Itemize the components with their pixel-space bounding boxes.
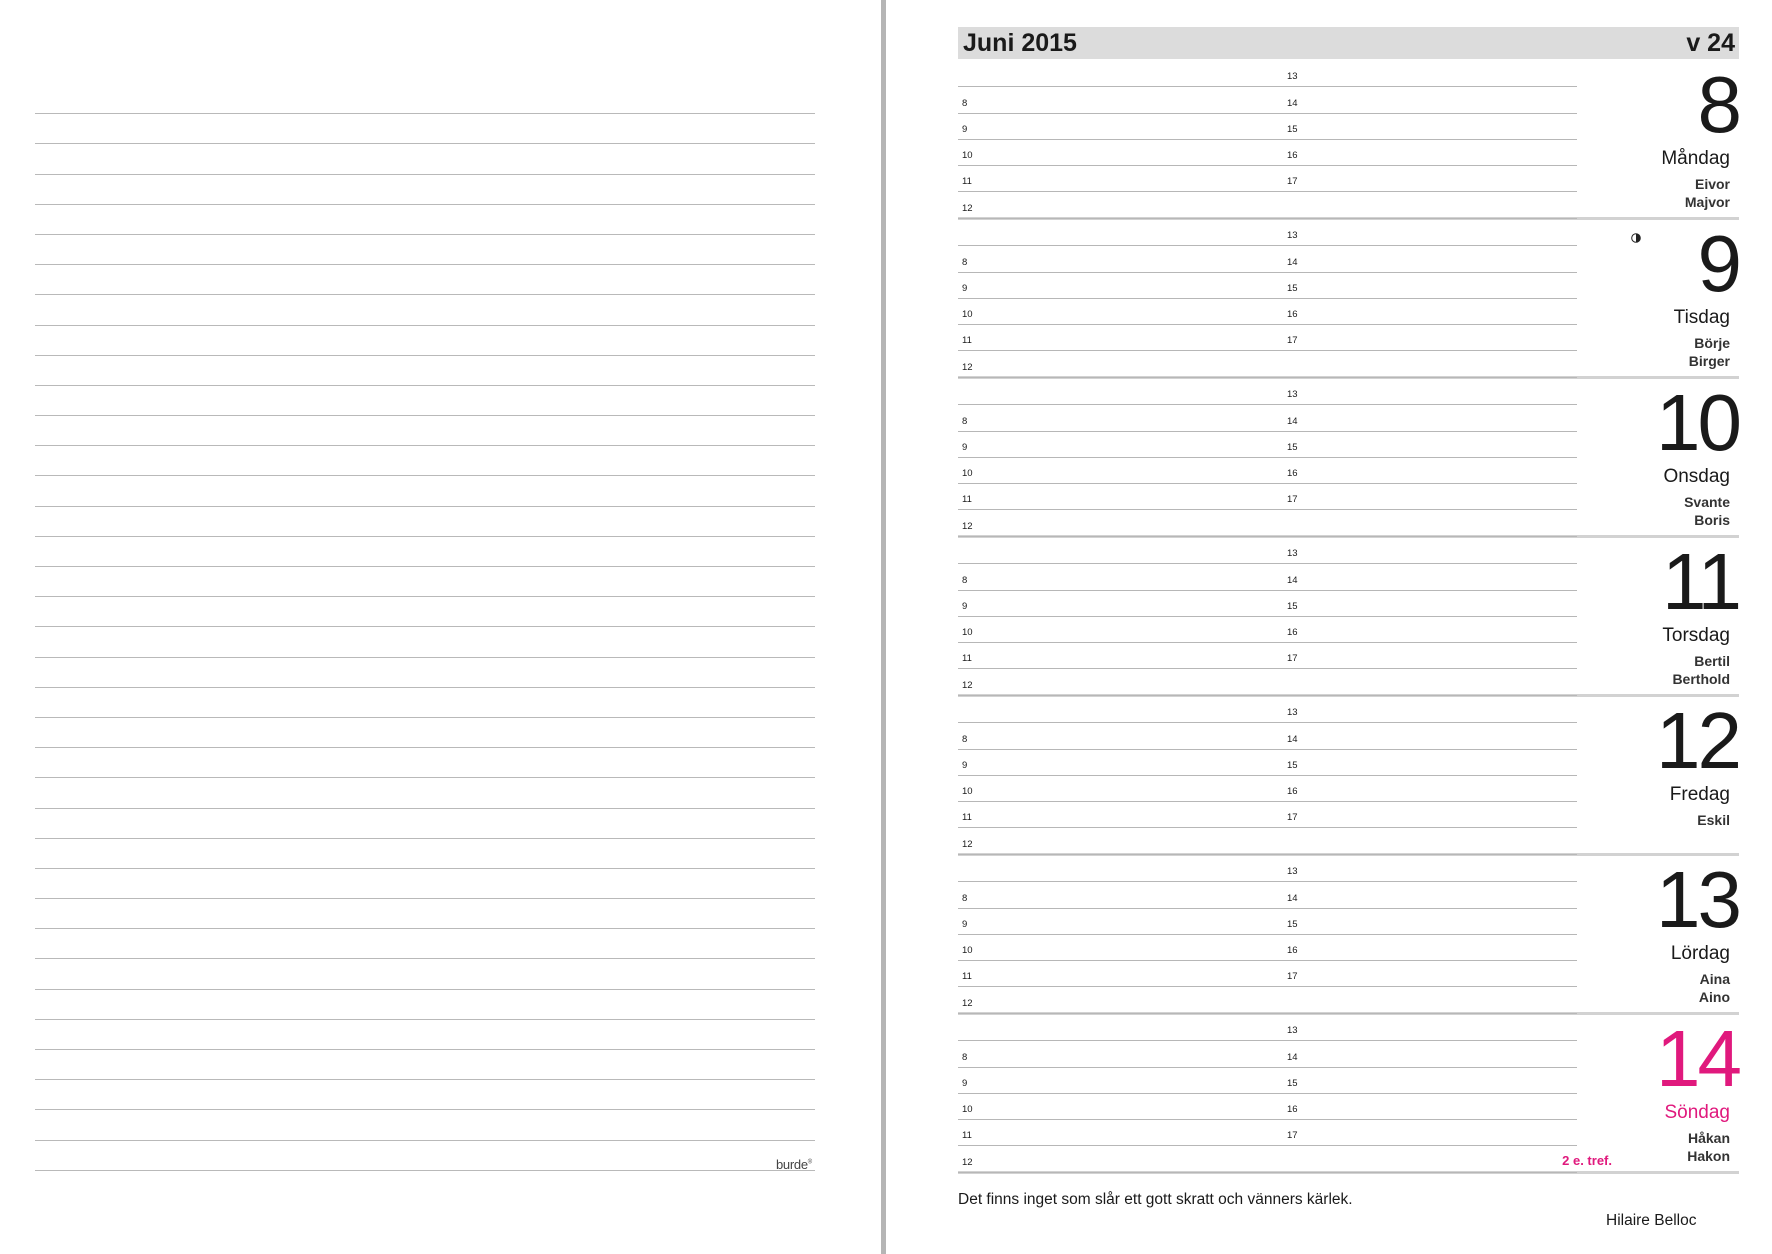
- note-line[interactable]: [35, 959, 815, 989]
- time-slot[interactable]: [1284, 961, 1577, 987]
- hour-label: 16: [1287, 150, 1298, 162]
- hour-label: 11: [962, 494, 972, 506]
- time-slot[interactable]: [1284, 432, 1577, 458]
- day-block: [958, 379, 1739, 538]
- hour-label: 9: [962, 759, 968, 771]
- time-slot[interactable]: [958, 140, 1284, 166]
- day-name: Söndag: [1664, 1102, 1730, 1123]
- hour-label: 17: [1287, 176, 1298, 188]
- hour-label: 11: [962, 653, 972, 665]
- time-slot[interactable]: [1284, 802, 1577, 828]
- note-line[interactable]: [35, 597, 815, 627]
- notes-page: [0, 0, 880, 1254]
- time-slot[interactable]: [958, 856, 1284, 882]
- day-name: Torsdag: [1662, 625, 1730, 646]
- hour-label: 12: [962, 202, 973, 214]
- time-slot[interactable]: [958, 1068, 1284, 1094]
- day-number: 10: [1656, 378, 1739, 467]
- time-slot[interactable]: [1284, 643, 1577, 669]
- time-slot[interactable]: [1284, 591, 1577, 617]
- time-slot[interactable]: [1284, 909, 1577, 935]
- hour-label: 8: [962, 415, 968, 427]
- hour-label: 17: [1287, 812, 1298, 824]
- day-number: 14: [1656, 1014, 1739, 1103]
- hour-label: 8: [962, 97, 968, 109]
- time-slot[interactable]: [958, 166, 1284, 192]
- note-line[interactable]: [35, 476, 815, 506]
- name-day: Berthold: [1672, 671, 1730, 687]
- note-line[interactable]: [35, 869, 815, 899]
- hour-label: 16: [1287, 468, 1298, 480]
- time-slot[interactable]: [958, 511, 1284, 537]
- time-slot[interactable]: [1284, 1041, 1577, 1067]
- note-line[interactable]: [35, 416, 815, 446]
- time-slot[interactable]: [958, 829, 1284, 855]
- time-slot[interactable]: [958, 802, 1284, 828]
- time-slot[interactable]: [958, 670, 1284, 696]
- time-slot[interactable]: [1284, 1015, 1577, 1041]
- month-title: Juni 2015: [963, 29, 1077, 57]
- time-slot[interactable]: [1284, 166, 1577, 192]
- hour-label: 8: [962, 256, 968, 268]
- hour-label: 14: [1287, 733, 1298, 745]
- name-day: Majvor: [1684, 194, 1730, 210]
- note-line[interactable]: [35, 718, 815, 748]
- hour-label: 9: [962, 600, 968, 612]
- time-slot[interactable]: [958, 273, 1284, 299]
- hour-label: 10: [962, 468, 973, 480]
- hour-label: 14: [1287, 256, 1298, 268]
- day-block: [958, 1015, 1739, 1174]
- time-slot[interactable]: [958, 379, 1284, 405]
- name-day: Börje: [1694, 335, 1730, 351]
- name-day: Svante: [1684, 494, 1730, 510]
- hour-label: 9: [962, 1077, 968, 1089]
- time-slot[interactable]: [1284, 829, 1577, 855]
- note-line[interactable]: [35, 175, 815, 205]
- name-day: Hakon: [1687, 1148, 1730, 1164]
- time-slot[interactable]: [1284, 1094, 1577, 1120]
- hour-label: 17: [1287, 653, 1298, 665]
- note-line[interactable]: [35, 507, 815, 537]
- time-slot[interactable]: [958, 988, 1284, 1014]
- day-block: [958, 697, 1739, 856]
- hour-label: 13: [1287, 230, 1298, 242]
- hour-label: 14: [1287, 415, 1298, 427]
- hour-label: 10: [962, 627, 973, 639]
- time-slot[interactable]: [1284, 61, 1577, 87]
- hour-label: 11: [962, 1130, 972, 1142]
- time-slot[interactable]: [1284, 379, 1577, 405]
- note-line[interactable]: [35, 688, 815, 718]
- time-slot[interactable]: [1284, 273, 1577, 299]
- hour-label: 11: [962, 812, 972, 824]
- note-line[interactable]: [35, 1141, 815, 1171]
- hour-label: 17: [1287, 1130, 1298, 1142]
- hour-label: 15: [1287, 123, 1298, 135]
- time-slot[interactable]: [958, 325, 1284, 351]
- notes-lines: [35, 84, 815, 1171]
- hour-label: 8: [962, 574, 968, 586]
- time-slot[interactable]: [958, 564, 1284, 590]
- time-slot[interactable]: [1284, 1120, 1577, 1146]
- church-day-note: 2 e. tref.: [1562, 1153, 1612, 1168]
- name-day: Boris: [1694, 512, 1730, 528]
- hour-label: 9: [962, 123, 968, 135]
- hour-label: 15: [1287, 918, 1298, 930]
- name-day: Aina: [1699, 971, 1730, 987]
- note-line[interactable]: [35, 809, 815, 839]
- time-slot[interactable]: [1284, 511, 1577, 537]
- hour-label: 16: [1287, 786, 1298, 798]
- day-name: Fredag: [1669, 784, 1730, 805]
- hour-label: 12: [962, 361, 973, 373]
- hour-label: 16: [1287, 945, 1298, 957]
- time-slot[interactable]: [958, 776, 1284, 802]
- day-number: 13: [1656, 855, 1739, 944]
- time-slot[interactable]: [1284, 140, 1577, 166]
- time-slot[interactable]: [1284, 325, 1577, 351]
- name-day: Eivor: [1694, 176, 1730, 192]
- time-slot[interactable]: [958, 961, 1284, 987]
- note-line[interactable]: [35, 84, 815, 114]
- hour-label: 10: [962, 1104, 973, 1116]
- time-slot[interactable]: [958, 458, 1284, 484]
- day-number: 9: [1697, 219, 1739, 308]
- time-slot[interactable]: [958, 750, 1284, 776]
- time-slot[interactable]: [1284, 564, 1577, 590]
- hour-label: 11: [962, 971, 972, 983]
- note-line[interactable]: [35, 567, 815, 597]
- name-day: Eskil: [1697, 812, 1730, 828]
- hour-label: 12: [962, 838, 973, 850]
- hour-label: 10: [962, 786, 973, 798]
- time-slot[interactable]: [1284, 935, 1577, 961]
- time-slot[interactable]: [958, 909, 1284, 935]
- time-slot[interactable]: [958, 220, 1284, 246]
- day-number: 12: [1656, 696, 1739, 785]
- time-slot[interactable]: [1284, 988, 1577, 1014]
- note-line[interactable]: [35, 235, 815, 265]
- time-slot[interactable]: [958, 61, 1284, 87]
- hour-label: 8: [962, 892, 968, 904]
- note-line[interactable]: [35, 1080, 815, 1110]
- day-number: 8: [1697, 60, 1739, 149]
- name-day: Bertil: [1694, 653, 1730, 669]
- time-slot[interactable]: [1284, 670, 1577, 696]
- note-line[interactable]: [35, 627, 815, 657]
- hour-label: 17: [1287, 335, 1298, 347]
- hour-label: 15: [1287, 441, 1298, 453]
- note-line[interactable]: [35, 386, 815, 416]
- time-slot[interactable]: [1284, 458, 1577, 484]
- time-slot[interactable]: [958, 935, 1284, 961]
- hour-label: 12: [962, 520, 973, 532]
- hour-label: 15: [1287, 1077, 1298, 1089]
- hour-label: 12: [962, 997, 973, 1009]
- time-slot[interactable]: [958, 591, 1284, 617]
- time-slot[interactable]: [958, 114, 1284, 140]
- hour-label: 10: [962, 150, 973, 162]
- time-slot[interactable]: [958, 723, 1284, 749]
- hour-label: 16: [1287, 627, 1298, 639]
- note-line[interactable]: [35, 899, 815, 929]
- time-slot[interactable]: [958, 352, 1284, 378]
- day-name: Onsdag: [1663, 466, 1730, 487]
- note-line[interactable]: [35, 839, 815, 869]
- note-line[interactable]: [35, 990, 815, 1020]
- time-slot[interactable]: [958, 405, 1284, 431]
- time-slot[interactable]: [1284, 723, 1577, 749]
- note-line[interactable]: [35, 537, 815, 567]
- hour-label: 8: [962, 1051, 968, 1063]
- hour-label: 8: [962, 733, 968, 745]
- quote-author: Hilaire Belloc: [1606, 1212, 1697, 1229]
- time-slot[interactable]: [1284, 405, 1577, 431]
- time-slot[interactable]: [1284, 538, 1577, 564]
- day-block: [958, 220, 1739, 379]
- time-slot[interactable]: [958, 432, 1284, 458]
- note-line[interactable]: [35, 1110, 815, 1140]
- time-slot[interactable]: [1284, 246, 1577, 272]
- time-slot[interactable]: [958, 538, 1284, 564]
- hour-label: 13: [1287, 71, 1298, 83]
- week-header: [958, 27, 1739, 59]
- time-slot[interactable]: [1284, 1068, 1577, 1094]
- time-slot[interactable]: [958, 484, 1284, 510]
- time-slot[interactable]: [958, 246, 1284, 272]
- day-name: Måndag: [1661, 148, 1730, 169]
- hour-label: 16: [1287, 309, 1298, 321]
- time-slot[interactable]: [1284, 484, 1577, 510]
- time-slot[interactable]: [958, 697, 1284, 723]
- name-day: Håkan: [1687, 1130, 1730, 1146]
- time-slot[interactable]: [1284, 299, 1577, 325]
- time-slot[interactable]: [958, 299, 1284, 325]
- day-number: 11: [1661, 537, 1739, 626]
- hour-label: 17: [1287, 971, 1298, 983]
- time-slot[interactable]: [958, 1041, 1284, 1067]
- time-slot[interactable]: [958, 1147, 1284, 1173]
- time-slot[interactable]: [1284, 87, 1577, 113]
- brand-logo: burde®: [776, 1157, 812, 1172]
- time-slot[interactable]: [1284, 193, 1577, 219]
- hour-label: 16: [1287, 1104, 1298, 1116]
- hour-label: 14: [1287, 1051, 1298, 1063]
- time-slot[interactable]: [958, 643, 1284, 669]
- hour-label: 11: [962, 335, 972, 347]
- time-slot[interactable]: [1284, 882, 1577, 908]
- day-block: [958, 61, 1739, 220]
- hour-label: 10: [962, 945, 973, 957]
- note-line[interactable]: [35, 295, 815, 325]
- time-slot[interactable]: [1284, 1147, 1577, 1173]
- note-line[interactable]: [35, 929, 815, 959]
- note-line[interactable]: [35, 265, 815, 295]
- hour-label: 9: [962, 441, 968, 453]
- time-slot[interactable]: [958, 1015, 1284, 1041]
- note-line[interactable]: [35, 1020, 815, 1050]
- name-day: Birger: [1688, 353, 1730, 369]
- week-days: [958, 61, 1739, 1174]
- day-block: [958, 856, 1739, 1015]
- time-slot[interactable]: [958, 882, 1284, 908]
- day-block: [958, 538, 1739, 697]
- note-line[interactable]: [35, 326, 815, 356]
- time-slot[interactable]: [958, 1120, 1284, 1146]
- hour-label: 15: [1287, 282, 1298, 294]
- hour-label: 15: [1287, 600, 1298, 612]
- hour-label: 13: [1287, 1025, 1298, 1037]
- hour-label: 10: [962, 309, 973, 321]
- time-slot[interactable]: [1284, 697, 1577, 723]
- time-slot[interactable]: [958, 1094, 1284, 1120]
- time-slot[interactable]: [1284, 856, 1577, 882]
- note-line[interactable]: [35, 658, 815, 688]
- time-slot[interactable]: [1284, 617, 1577, 643]
- note-line[interactable]: [35, 205, 815, 235]
- page-spine: [881, 0, 886, 1254]
- time-slot[interactable]: [1284, 750, 1577, 776]
- hour-label: 11: [962, 176, 972, 188]
- day-name: Tisdag: [1673, 307, 1730, 328]
- hour-label: 13: [1287, 866, 1298, 878]
- day-name: Lördag: [1670, 943, 1730, 964]
- hour-label: 9: [962, 918, 968, 930]
- hour-label: 13: [1287, 548, 1298, 560]
- name-day: Aino: [1698, 989, 1730, 1005]
- time-slot[interactable]: [958, 617, 1284, 643]
- note-line[interactable]: [35, 748, 815, 778]
- hour-label: 17: [1287, 494, 1298, 506]
- first-quarter-moon-icon: [1631, 233, 1641, 243]
- hour-label: 13: [1287, 389, 1298, 401]
- hour-label: 12: [962, 679, 973, 691]
- note-line[interactable]: [35, 144, 815, 174]
- time-slot[interactable]: [1284, 114, 1577, 140]
- hour-label: 14: [1287, 892, 1298, 904]
- hour-label: 14: [1287, 97, 1298, 109]
- time-slot[interactable]: [958, 193, 1284, 219]
- time-slot[interactable]: [958, 87, 1284, 113]
- note-line[interactable]: [35, 114, 815, 144]
- note-line[interactable]: [35, 1050, 815, 1080]
- hour-label: 9: [962, 282, 968, 294]
- note-line[interactable]: [35, 446, 815, 476]
- note-line[interactable]: [35, 356, 815, 386]
- note-line[interactable]: [35, 778, 815, 808]
- time-slot[interactable]: [1284, 220, 1577, 246]
- hour-label: 15: [1287, 759, 1298, 771]
- hour-label: 12: [962, 1156, 973, 1168]
- time-slot[interactable]: [1284, 352, 1577, 378]
- week-number: v 24: [1686, 29, 1735, 57]
- hour-label: 13: [1287, 707, 1298, 719]
- time-slot[interactable]: [1284, 776, 1577, 802]
- hour-label: 14: [1287, 574, 1298, 586]
- quote-text: Det finns inget som slår ett gott skratt och vänners kärlek.: [958, 1191, 1353, 1208]
